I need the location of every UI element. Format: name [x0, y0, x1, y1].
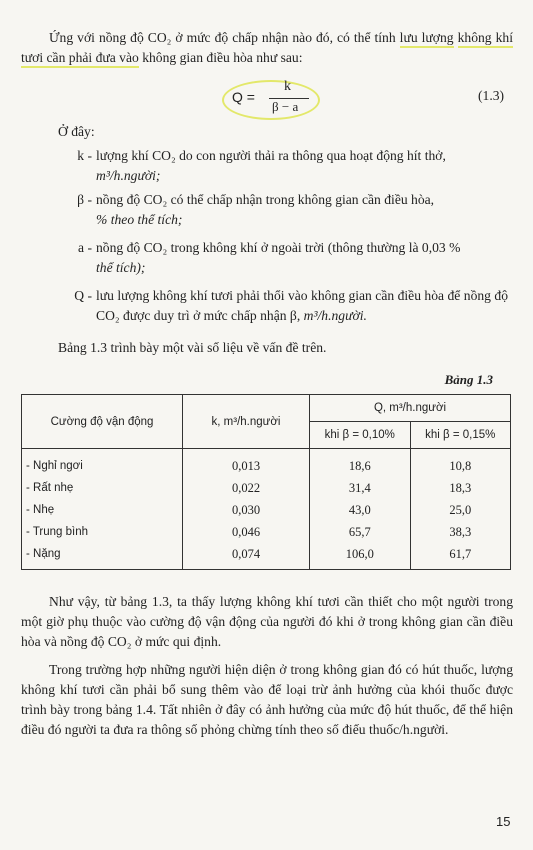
intro-paragraph	[21, 28, 513, 68]
cell-q1: 106,0	[310, 543, 411, 570]
cell-q2: 10,8	[410, 449, 511, 478]
data-table	[21, 394, 511, 570]
cell-activity: - Nặng	[22, 543, 183, 570]
paragraph-smoking: Trong trường hợp những người hiện diện ở trong không gian đó có hút thuốc, lượng không khí tươi cần phải bổ sung thêm vào để loại trừ ảnh hưởng của khói thuốc được trình bày trong bảng 1.4. Tất nhiên ở đây có ảnh hưởng của mức độ hút thuốc, để thể hiện điều đó người ta đưa ra thông số phỏng chừng tính theo số điếu thuốc/h.người.	[21, 662, 513, 737]
def-text-a: nồng độ CO₂ trong không khí ở ngoài trời (thông thường là 0,03 %	[96, 240, 461, 255]
cell-k: 0,013	[183, 449, 310, 478]
def-body-beta	[96, 190, 508, 230]
here-label: Ở đây:	[58, 124, 95, 139]
def-text-q: lưu lượng không khí tươi phải thổi vào không gian cần điều hòa để nồng độ CO₂ được duy trì ở mức chấp nhận β,	[96, 288, 508, 323]
cell-activity: - Nhẹ	[22, 499, 183, 521]
formula-1-3	[222, 80, 318, 118]
subheader-beta-010: khi β = 0,10%	[310, 422, 411, 449]
def-key-a: a -	[78, 240, 92, 255]
cell-q1: 31,4	[310, 477, 411, 499]
cell-q1: 65,7	[310, 521, 411, 543]
highlighted-phrase-fresh-air: không khí tươi cần phải đưa vào	[21, 30, 513, 68]
paragraph-conclusion: Như vậy, từ bảng 1.3, ta thấy lượng không khí tươi cần thiết cho một người trong một giờ phụ thuộc vào cường độ vận động của người đó khi ở trong không gian cần điều hòa và nồng độ CO₂ ở mức qui định.	[21, 594, 513, 649]
table-row	[22, 449, 511, 478]
cell-k: 0,022	[183, 477, 310, 499]
def-unit-beta: % theo thể tích;	[96, 212, 183, 227]
cell-activity: - Nghỉ ngơi	[22, 449, 183, 478]
def-key-q: Q -	[74, 288, 92, 303]
def-body-a	[96, 238, 508, 278]
cell-activity: - Rất nhẹ	[22, 477, 183, 499]
equation-number: (1.3)	[478, 88, 505, 103]
highlighted-phrase-flow: lưu lượng	[400, 30, 454, 48]
cell-q2: 18,3	[410, 477, 511, 499]
def-unit-k: m³/h.người;	[96, 168, 161, 183]
cell-q2: 25,0	[410, 499, 511, 521]
col-header-k: k, m³/h.người	[183, 395, 310, 449]
intro-text-rest: không gian điều hòa như sau:	[138, 50, 303, 65]
def-unit-a: thể tích);	[96, 260, 146, 275]
cell-q2: 38,3	[410, 521, 511, 543]
def-body-k	[96, 146, 508, 186]
cell-k: 0,074	[183, 543, 310, 570]
def-key-k: k -	[77, 148, 92, 163]
intro-text: Ứng với nồng độ CO₂ ở mức độ chấp nhận nào đó, có thể tính	[49, 30, 400, 45]
table-row	[22, 543, 511, 570]
cell-k: 0,030	[183, 499, 310, 521]
table-intro: Bảng 1.3 trình bày một vài số liệu về vấn đề trên.	[58, 340, 327, 355]
cell-q1: 43,0	[310, 499, 411, 521]
formula-denominator: β − a	[272, 99, 299, 114]
col-header-q: Q, m³/h.người	[310, 395, 511, 422]
table-row	[22, 521, 511, 543]
col-header-activity: Cường độ vận động	[22, 395, 183, 449]
table-row	[22, 477, 511, 499]
def-body-q	[96, 286, 508, 326]
cell-q2: 61,7	[410, 543, 511, 570]
cell-q1: 18,6	[310, 449, 411, 478]
table-row	[22, 499, 511, 521]
def-text-beta: nồng độ CO₂ có thể chấp nhận trong không gian cần điều hòa,	[96, 192, 435, 207]
formula-lhs: Q =	[232, 89, 255, 105]
cell-k: 0,046	[183, 521, 310, 543]
page-number: 15	[496, 814, 511, 829]
def-text-k: lượng khí CO₂ do con người thải ra thông qua hoạt động hít thở,	[96, 148, 446, 163]
subheader-beta-015: khi β = 0,15%	[410, 422, 511, 449]
def-key-beta: β -	[77, 192, 92, 207]
table-caption: Bảng 1.3	[444, 372, 493, 387]
def-unit-q: m³/h.người.	[303, 308, 367, 323]
cell-activity: - Trung bình	[22, 521, 183, 543]
formula-numerator: k	[284, 79, 291, 94]
